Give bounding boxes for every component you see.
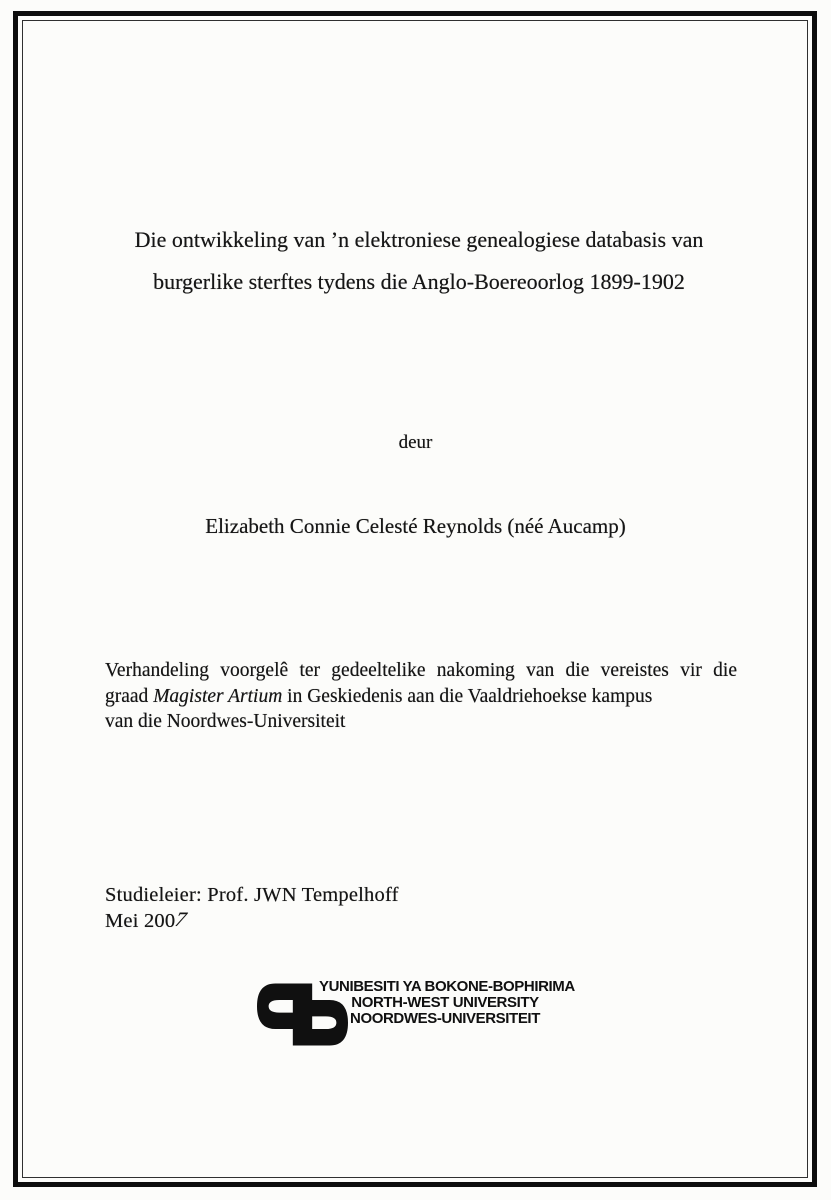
logo-line-setswana: YUNIBESITI YA BOKONE-BOPHIRIMA (319, 978, 575, 995)
logo-line-english: NORTH-WEST UNIVERSITY (351, 994, 539, 1012)
logo-line-afrikaans: NOORDWES-UNIVERSITEIT (350, 1010, 540, 1028)
university-logo-text (319, 978, 575, 1028)
thesis-title-line1: Die ontwikkeling van ’n elektroniese genealogiese databasis van (134, 226, 704, 252)
supervisor-block (105, 882, 399, 934)
date-prefix: Mei 200 (105, 910, 176, 932)
thesis-title-line2: burgerlike sterftes tydens die Anglo-Boereoorlog 1899-1902 (153, 268, 685, 294)
submission-line2 (105, 684, 737, 710)
thesis-title (64, 219, 774, 303)
byline-deur: deur (398, 432, 433, 453)
university-logo (257, 979, 577, 1051)
supervisor-line: Studieleier: Prof. JWN Tempelhoff (105, 884, 399, 906)
submission-statement (105, 658, 737, 735)
author-name: Elizabeth Connie Celesté Reynolds (néé Aucamp) (205, 514, 626, 538)
date-line (105, 908, 399, 934)
submission-line2-pre: graad (105, 685, 154, 707)
date-digit: 7 (171, 909, 191, 931)
submission-line2-post: in Geskiedenis aan die Vaaldriehoekse kampus (282, 685, 653, 707)
degree-name: Magister Artium (153, 685, 283, 707)
submission-line1: Verhandeling voorgelê ter gedeeltelike nakoming van die vereistes vir die (105, 660, 737, 681)
submission-line3: van die Noordwes-Universiteit (105, 711, 346, 732)
